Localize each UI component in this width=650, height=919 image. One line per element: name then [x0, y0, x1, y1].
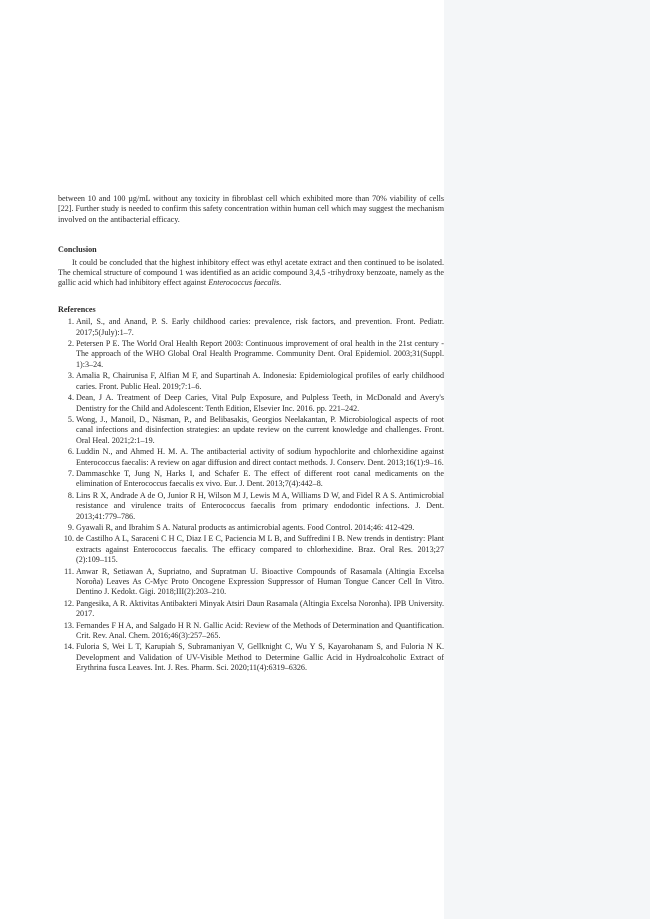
reference-text: Fernandes F H A, and Salgado H R N. Gallic Acid: Review of the Methods of Determination and Quantification. Crit. Rev. Anal. Chem. 2016;46(3):257–265.	[76, 620, 444, 641]
conclusion-paragraph	[58, 258, 444, 289]
reference-number: 5.	[67, 414, 74, 424]
reference-item	[58, 523, 444, 533]
references-list	[58, 317, 444, 673]
reference-item	[58, 317, 444, 338]
reference-item	[58, 469, 444, 490]
reference-item	[58, 599, 444, 620]
reference-number: 12.	[63, 598, 74, 608]
intro-paragraph: between 10 and 100 µg/mL without any toxicity in fibroblast cell which exhibited more than 70% viability of cells [22]. Further study is needed to confirm this safety concentration within human cell which may suggest the mechanism involved on the antibacterial efficacy.	[58, 194, 444, 224]
reference-text: de Castilho A L, Saraceni C H C, Diaz I E C, Paciencia M L B, and Suffredini I B. New trends in dentistry: Plant extracts against Enterococcus faecalis. The efficacy compared to chlorhexidine. Braz. Oral Res. 2013;27 (2):109–115.	[76, 534, 444, 565]
reference-text: Petersen P E. The World Oral Health Report 2003: Continuous improvement of oral health in the 21st century - The approach of the WHO Global Oral Health Programme. Community Dent. Oral Epidemiol. 2003;31(Suppl. 1):3–24.	[76, 339, 444, 369]
reference-number: 6.	[67, 447, 74, 457]
reference-item	[58, 447, 444, 468]
reference-number: 7.	[67, 468, 74, 478]
paper-page	[58, 194, 444, 675]
viewer-side-panel	[444, 0, 650, 919]
reference-number: 14.	[63, 642, 74, 652]
reference-item	[58, 339, 444, 370]
reference-number: 1.	[67, 317, 74, 327]
reference-number: 10.	[63, 534, 74, 544]
reference-text: Dammaschke T, Jung N, Harks I, and Schafer E. The effect of different root canal medicaments on the elimination of Enterococcus faecalis ex vivo. Eur. J. Dent. 2013;7(4):442–8.	[76, 468, 444, 489]
reference-number: 13.	[63, 620, 74, 630]
reference-text: Dean, J A. Treatment of Deep Caries, Vital Pulp Exposure, and Pulpless Teeth, in McDonald and Avery's Dentistry for the Child and Adolescent: Tenth Edition, Elsevier Inc. 2016. pp. 221–242.	[76, 393, 444, 413]
reference-number: 4.	[67, 393, 74, 403]
conclusion-text: It could be concluded that the highest inhibitory effect was ethyl acetate extract and then continued to be isolated. The chemical structure of compound 1 was identified as an acidic compound 3,4,5 -trihydroxy benzoate, namely as the gallic acid which had inhibitory effect against	[58, 257, 444, 288]
reference-text: Wong, J., Manoil, D., Näsman, P., and Belibasakis, Georgios Neelakantan, P. Microbiological aspects of root canal infections and disinfection strategies: an update review on the current knowledge and challenges. Front. Oral Heal. 2021;2:1–19.	[76, 414, 444, 445]
reference-item	[58, 642, 444, 673]
reference-number: 9.	[67, 522, 74, 532]
reference-text: Pangesika, A R. Aktivitas Antibakteri Minyak Atsiri Daun Rasamala (Altingia Excelsa Noronha). IPB University. 2017.	[76, 598, 444, 619]
reference-item	[58, 491, 444, 522]
reference-item	[58, 393, 444, 414]
conclusion-heading: Conclusion	[58, 245, 97, 255]
conclusion-end: .	[279, 278, 282, 288]
reference-text: Amalia R, Chairunisa F, Alfian M F, and Supartinah A. Indonesia: Epidemiological profiles of early childhood caries. Front. Public Heal. 2019;7:1–6.	[76, 371, 444, 391]
reference-text: Lins R X, Andrade A de O, Junior R H, Wilson M J, Lewis M A, Williams D W, and Fidel R A S. Antimicrobial resistance and virulence traits of Enterococcus faecalis from primary endodontic infections. J. Dent. 2013;41:779–786.	[76, 490, 444, 521]
conclusion-species: Enterococcus faecalis	[208, 278, 280, 288]
reference-number: 11.	[64, 566, 74, 576]
reference-text: Gyawali R, and Ibrahim S A. Natural products as antimicrobial agents. Food Control. 2014;46: 412-429.	[76, 522, 415, 532]
reference-number: 8.	[67, 490, 74, 500]
reference-item	[58, 415, 444, 446]
reference-text: Fuloria S, Wei L T, Karupiah S, Subramaniyan V, Gellknight C, Wu Y S, Kayarohanam S, and Fuloria N K. Development and Validation of UV-Visible Method to Determine Gallic Acid in Hydroalcoholic Extract of Erythrina fusca Leaves. Int. J. Res. Pharm. Sci. 2020;11(4):6319–6326.	[76, 642, 444, 673]
reference-item	[58, 534, 444, 565]
reference-item	[58, 371, 444, 392]
reference-text: Luddin N., and Ahmed H. M. A. The antibacterial activity of sodium hypochlorite and chlorhexidine against Enterococcus faecalis: A review on agar diffusion and direct contact methods. J. Conserv. Dent. 2013;16(1):9–16.	[76, 447, 444, 467]
reference-text: Anil, S., and Anand, P. S. Early childhood caries: prevalence, risk factors, and prevention. Front. Pediatr. 2017;5(July):1–7.	[76, 317, 444, 337]
reference-text: Anwar R, Setiawan A, Supriatno, and Supratman U. Bioactive Compounds of Rasamala (Altingia Excelsa Noroña) Leaves As C-Myc Proto Oncogene Expression Suppressor of Human Tongue Cancer Cell In Vitro. Dentino J. Kedokt. Gigi. 2018;III(2):203–210.	[76, 566, 444, 597]
reference-number: 2.	[67, 339, 74, 349]
reference-number: 3.	[67, 371, 74, 381]
reference-item	[58, 567, 444, 598]
references-heading: References	[58, 304, 96, 314]
reference-item	[58, 621, 444, 642]
